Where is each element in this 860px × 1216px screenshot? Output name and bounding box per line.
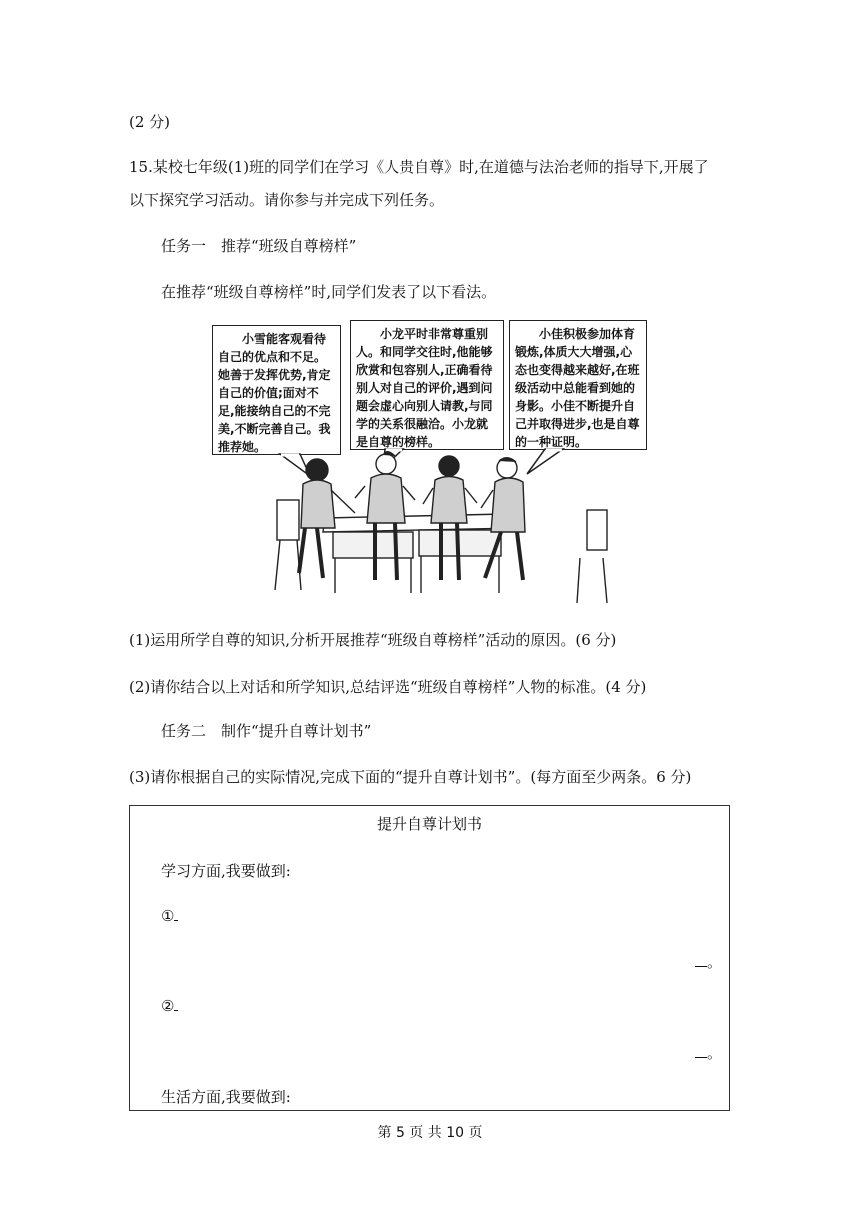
question-1: (1)运用所学自尊的知识,分析开展推荐“班级自尊榜样”活动的原因。(6 分) xyxy=(129,631,617,649)
speech-bubble-xiaolong: 小龙平时非常尊重别人。和同学交往时,他能够欣赏和包容别人,正确看待别人对自己的评价,遇到问题会虚心向别人请教,与同学的关系很融洽。小龙就是自尊的榜样。 xyxy=(350,320,504,450)
question-stem-line1: 15.某校七年级(1)班的同学们在学习《人贵自尊》时,在道德与法治老师的指导下,开展了 xyxy=(129,158,709,176)
plan-box xyxy=(129,805,730,1111)
task1-intro: 在推荐“班级自尊榜样”时,同学们发表了以下看法。 xyxy=(161,283,497,301)
end-mark: 。 xyxy=(707,953,723,971)
study-item-1[interactable] xyxy=(161,906,178,926)
study-label: 学习方面,我要做到: xyxy=(161,862,291,880)
discussion-illustration xyxy=(205,318,660,613)
item-1-marker: ① xyxy=(161,907,175,925)
study-item-2[interactable] xyxy=(161,996,178,1016)
page-footer: 第 5 页 共 10 页 xyxy=(377,1125,483,1141)
plan-title: 提升自尊计划书 xyxy=(376,815,482,833)
question-2: (2)请你结合以上对话和所学知识,总结评选“班级自尊榜样”人物的标准。(4 分) xyxy=(129,678,647,696)
speech-bubble-xiaojia: 小佳积极参加体育锻炼,体质大大增强,心态也变得越来越好,在班级活动中总能看到她的身影。小佳不断提升自己并取得进步,也是自尊的一种证明。 xyxy=(509,320,647,450)
question-stem-line2: 以下探究学习活动。请你参与并完成下列任务。 xyxy=(129,191,445,209)
question-3: (3)请你根据自己的实际情况,完成下面的“提升自尊计划书”。(每方面至少两条。6 分) xyxy=(129,768,692,786)
life-label: 生活方面,我要做到: xyxy=(161,1088,291,1106)
speech-bubble-xiaoxue: 小雪能客观看待自己的优点和不足。她善于发挥优势,肯定自己的价值;面对不足,能接纳自己的不完美,不断完善自己。我推荐她。 xyxy=(212,325,341,455)
task1-title: 任务一 推荐“班级自尊榜样” xyxy=(161,237,357,255)
score-note: (2 分) xyxy=(129,113,171,131)
task2-title: 任务二 制作“提升自尊计划书” xyxy=(161,722,372,740)
study-item-2-end xyxy=(695,1043,722,1063)
item-2-marker: ② xyxy=(161,997,175,1015)
end-mark: 。 xyxy=(707,1044,723,1062)
study-item-1-end xyxy=(695,952,722,972)
